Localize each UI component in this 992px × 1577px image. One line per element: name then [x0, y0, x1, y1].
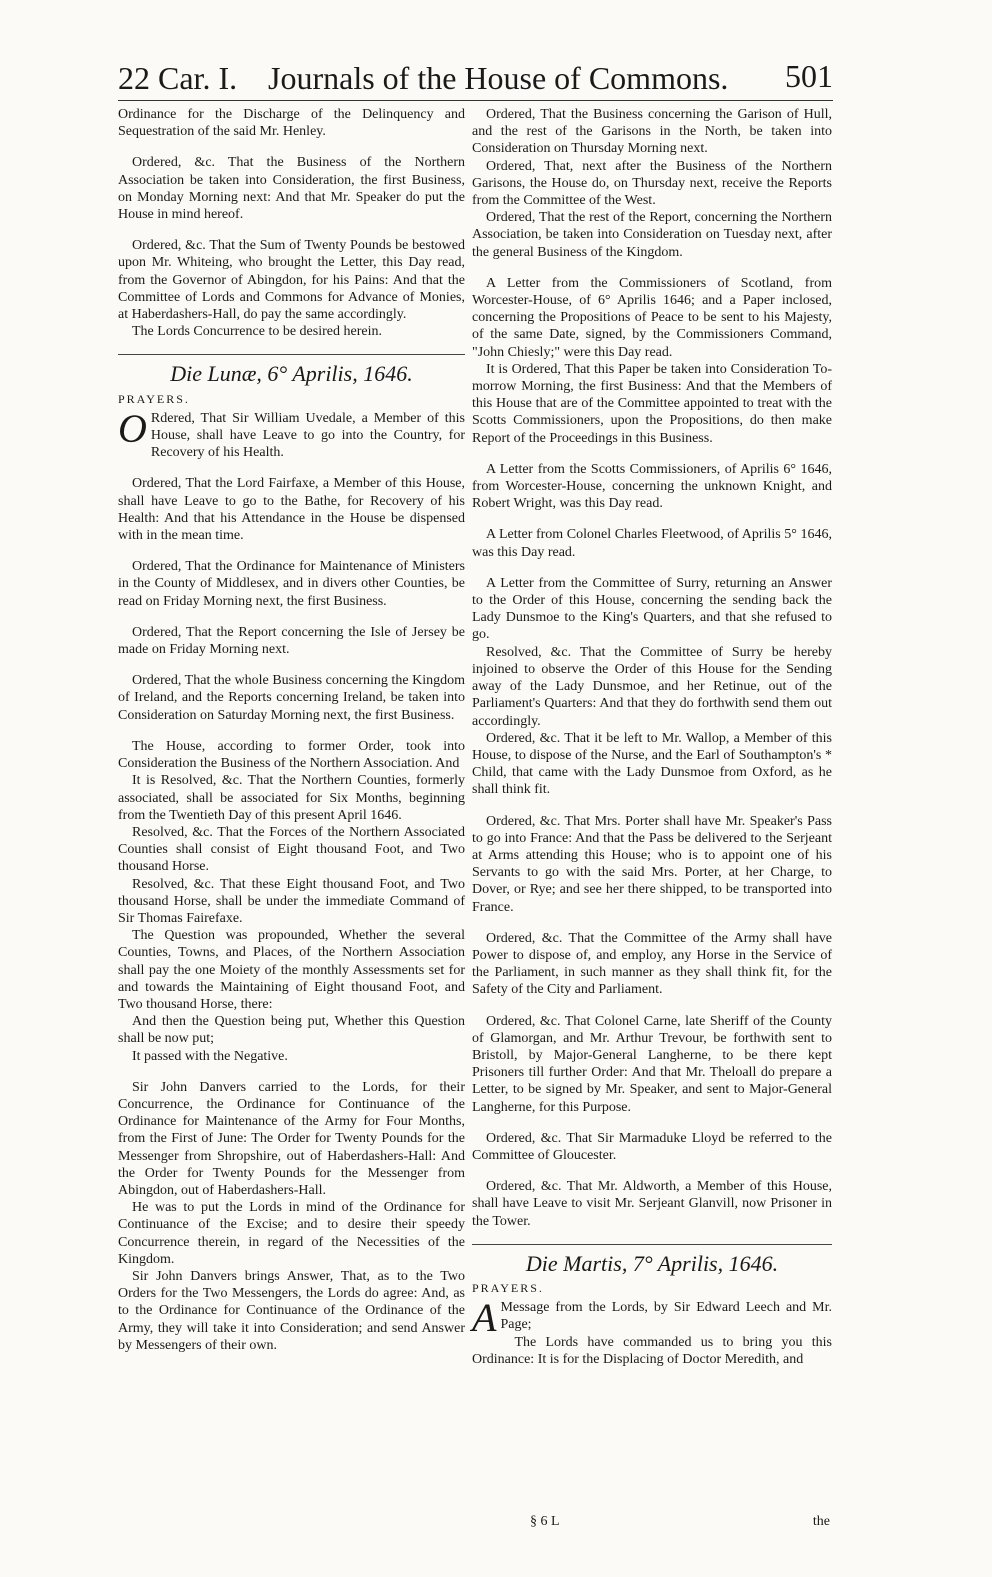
- running-header: [118, 58, 833, 102]
- paragraph: Ordered, &c. That it be left to Mr. Wallop, a Member of this House, to dispose of the Nurse, and the Earl of Southampton's * Child, that came with the Lady Dunsmoe from Oxford, as he shall think fit.: [472, 730, 832, 798]
- paragraph: Ordered, That the Ordinance for Maintenance of Ministers in the County of Middlesex, and in divers other Counties, be read on Friday Morning next, the first Business.: [118, 559, 465, 609]
- regnal-year: 22 Car. I.: [118, 60, 238, 96]
- right-column: [472, 106, 832, 1368]
- drop-cap: A: [472, 1295, 497, 1341]
- page-number: 501: [785, 58, 833, 94]
- paragraph: Ordered, That the rest of the Report, concerning the Northern Association, be taken into Consideration on Tuesday next, after the general Business of the Kingdom.: [472, 210, 832, 260]
- paragraph: A Letter from the Committee of Surry, returning an Answer to the Order of this House, concerning the sending back the Lady Dunsmoe to the King's Quarters, and that she refused to go.: [472, 575, 832, 643]
- catchword: the: [812, 1514, 830, 1529]
- paragraph: The Question was propounded, Whether the several Counties, Towns, and Places, of the Northern Association shall pay the one Moiety of the monthly Assessments set for and towards the Maintaining of Eight thousand Foot, and Two thousand Horse, there:: [118, 928, 465, 1012]
- paragraph: Ordered, &c. That Mr. Aldworth, a Member of this House, shall have Leave to visit Mr. Serjeant Glanvill, now Prisoner in the Tower.: [472, 1179, 832, 1229]
- paragraph: A Letter from the Scotts Commissioners, of Aprilis 6° 1646, from Worcester-House, concerning the unknown Knight, and Robert Wright, was this Day read.: [472, 461, 832, 512]
- paragraph: Ordered, That the Lord Fairfaxe, a Member of this House, shall have Leave to go to the Bathe, for Recovery of his Health: And that his Attendance in the House be dispensed with in the mean time.: [118, 476, 465, 544]
- paragraph: He was to put the Lords in mind of the Ordinance for Continuance of the Excise; and to desire their speedy Concurrence therein, in regard of the Necessities of the Kingdom.: [118, 1200, 465, 1267]
- paragraph: The House, according to former Order, took into Consideration the Business of the Northern Association. And: [118, 738, 465, 772]
- paragraph: Ordered, &c. That the Business of the Northern Association be taken into Consideration, the first Business, on Monday Morning next: And that Mr. Speaker do put the House in mind hereof.: [118, 155, 465, 223]
- paragraph: It is Ordered, That this Paper be taken into Consideration To-morrow Morning, the first Business: And that the Members of this House that are of the Committee appointed to treat with the Scotts Commissioners, upon the Propositions, do then make Report of the Proceedings in this Business.: [472, 361, 832, 446]
- day-heading: Die Martis, 7° Aprilis, 1646.: [525, 1250, 779, 1276]
- paragraph: It is Resolved, &c. That the Northern Counties, formerly associated, shall be associated for Six Months, beginning from the Twentieth Day of this present April 1646.: [118, 773, 465, 823]
- paragraph: It passed with the Negative.: [132, 1048, 288, 1064]
- paragraph: The Lords have commanded us to bring you this Ordinance: It is for the Displacing of Doctor Meredith, and: [472, 1334, 832, 1367]
- paragraph: A Letter from the Commissioners of Scotland, from Worcester-House, of 6° Aprilis 1646; and a Paper inclosed, concerning the Propositions of Peace to be sent to his Majesty, of the same Date, signed, by the Commissioners Command, "John Chiesly;" were this Day read.: [472, 275, 832, 360]
- paragraph: Ordered, &c. That Mrs. Porter shall have Mr. Speaker's Pass to go into France: And that the Pass be delivered to the Serjeant at Arms attending this House; who is to appoint one of his Servants to go with the said Mrs. Porter, at her Charge, to Dover, or Rye; and see her there shipped, to be transported into France.: [472, 813, 832, 915]
- paragraph: Resolved, &c. That these Eight thousand Foot, and Two thousand Horse, shall be under the immediate Command of Sir Thomas Fairefaxe.: [118, 876, 465, 926]
- paragraph: [472, 1295, 832, 1341]
- drop-cap: O: [118, 405, 147, 451]
- signature-mark: § 6 L: [530, 1514, 560, 1529]
- paragraph: Ordered, That the whole Business concerning the Kingdom of Ireland, and the Reports concerning Ireland, be taken into Consideration on Saturday Morning next, the first Business.: [118, 673, 465, 723]
- paragraph: Ordered, &c. That the Committee of the Army shall have Power to dispose of, and employ, any Horse in the Service of the Parliament, in such manner as they shall think fit, for the Safety of the City and Parliament.: [472, 930, 832, 998]
- day-heading: Die Lunæ, 6° Aprilis, 1646.: [170, 361, 413, 387]
- prayers-label: PRAYERS.: [118, 391, 190, 406]
- prayers-label: PRAYERS.: [472, 1280, 544, 1295]
- paragraph: Ordered, That, next after the Business of the Northern Garisons, the House do, on Thursday next, receive the Reports from the Committee of the West.: [472, 158, 832, 209]
- section-rule: [472, 1244, 832, 1245]
- paragraph-text: Rdered, That Sir William Uvedale, a Member of this House, shall have Leave to go into the Country, for Recovery of his Health.: [150, 410, 465, 461]
- journal-title: Journals of the House of Commons.: [268, 60, 729, 96]
- paragraph: Ordered, That the Report concerning the Isle of Jersey be made on Friday Morning next.: [118, 624, 465, 658]
- paragraph: Ordered, &c. That Colonel Carne, late Sheriff of the County of Glamorgan, and Mr. Arthur Trevour, be forthwith sent to Bristoll, by Major-General Langherne, to be there kept Prisoners till further Order: And that Mr. Theloall do prepare a Letter, to be signed by Mr. Speaker, and sent to Major-General Langherne, for this Purpose.: [472, 1013, 832, 1115]
- paragraph: Resolved, &c. That the Committee of Surry be hereby injoined to observe the Order of this House for the Sending away of the Lady Dunsmoe, and her Retinue, out of the Parliament's Quarters: And that they do forthwith send them out accordingly.: [472, 644, 832, 729]
- paragraph: Ordinance for the Discharge of the Delinquency and Sequestration of the said Mr. Henley.: [118, 107, 465, 140]
- paragraph: A Letter from Colonel Charles Fleetwood, of Aprilis 5° 1646, was this Day read.: [472, 527, 832, 560]
- section-rule: [118, 354, 465, 355]
- paragraph: Ordered, That the Business concerning the Garison of Hull, and the rest of the Garisons in the North, be taken into Consideration on Thursday Morning next.: [472, 107, 832, 157]
- paragraph: Sir John Danvers brings Answer, That, as to the Two Orders for the Two Messengers, the Lords do agree: And, as to the Ordinance for Continuance of the Ordinance of the Army, they will take it into Consideration; and send Answer by Messengers of their own.: [118, 1268, 465, 1353]
- paragraph: Ordered, &c. That the Sum of Twenty Pounds be bestowed upon Mr. Whiteing, who brought the Letter, this Day read, from the Governor of Abingdon, for his Pains: And that the Committee of Lords and Commons for Advance of Monies, at Haberdashers-Hall, do pay the same accordingly.: [118, 238, 465, 323]
- left-column: [118, 106, 465, 1354]
- header-rule: [118, 100, 833, 101]
- paragraph: Sir John Danvers carried to the Lords, for their Concurrence, the Ordinance for Continuance of the Ordinance for Maintenance of the Army for Four Months, from the First of June: The Order for Twenty Pounds for the Messenger from Shropshire, out of Haberdashers-Hall: And the Order for Twenty Pounds for the Messenger from Abingdon, out of Haberdashers-Hall.: [118, 1079, 465, 1198]
- paragraph: Ordered, &c. That Sir Marmaduke Lloyd be referred to the Committee of Gloucester.: [472, 1130, 832, 1163]
- paragraph: And then the Question being put, Whether this Question shall be now put;: [118, 1014, 465, 1047]
- paragraph: [118, 405, 465, 462]
- paragraph-text: Message from the Lords, by Sir Edward Leech and Mr. Page;: [500, 1300, 832, 1333]
- paragraph: The Lords Concurrence to be desired herein.: [132, 324, 382, 340]
- paragraph: Resolved, &c. That the Forces of the Northern Associated Counties shall consist of Eight thousand Foot, and Two thousand Horse.: [118, 824, 465, 875]
